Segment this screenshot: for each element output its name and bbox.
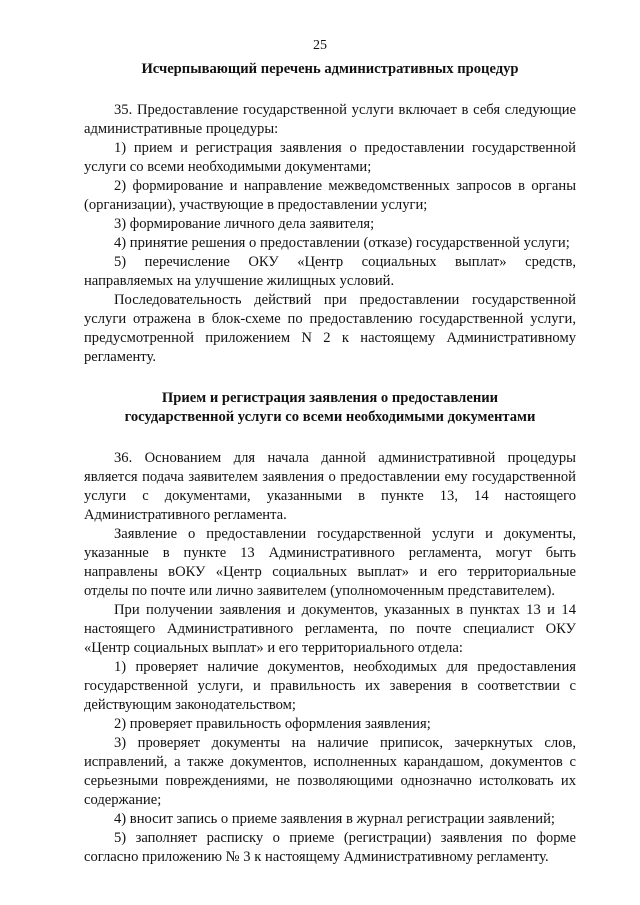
heading-line-2: государственной услуги со всеми необходимыми документами <box>124 409 536 425</box>
receipt-paragraph: При получении заявления и документов, указанных в пунктах 13 и 14 настоящего Административного регламента, по почте специалист ОКУ «Центр социальных выплат» и его территориального отдела: <box>84 602 576 656</box>
paragraph-35: 35. Предоставление государственной услуги включает в себя следующие административные процедуры: <box>84 102 576 137</box>
procedure-item: 4) принятие решения о предоставлении (отказе) государственной услуги; <box>114 235 570 251</box>
section-heading-procedures: Исчерпывающий перечень административных процедур <box>141 61 519 77</box>
procedure-item: 1) прием и регистрация заявления о предоставлении государственной услуги со всеми необходимыми документами; <box>84 140 576 175</box>
page-number: 25 <box>313 38 327 53</box>
procedure-item: 3) формирование личного дела заявителя; <box>114 216 375 232</box>
sequence-paragraph: Последовательность действий при предоставлении государственной услуги отражена в блок-схеме по предоставлению государственной услуги, предусмотренной приложением N 2 к настоящему Административному регламенту. <box>84 292 576 365</box>
procedure-item: 5) перечисление ОКУ «Центр социальных выплат» средств, направляемых на улучшение жилищных условий. <box>84 254 576 289</box>
check-item: 1) проверяет наличие документов, необходимых для предоставления государственной услуги, и правильность их заверения в соответствии с действующим законодательством; <box>84 659 576 713</box>
section-heading-reception <box>84 389 576 427</box>
check-item: 5) заполняет расписку о приеме (регистрации) заявления по форме согласно приложению № 3 к настоящему Административному регламенту. <box>84 830 576 865</box>
page-content <box>84 60 576 867</box>
application-paragraph: Заявление о предоставлении государственной услуги и документы, указанные в пункте 13 Административного регламента, могут быть направлены вОКУ «Центр социальных выплат» и его территориальные отделы по почте или лично заявителем (уполномоченным представителем). <box>84 526 576 599</box>
check-item: 4) вносит запись о приеме заявления в журнал регистрации заявлений; <box>114 811 555 827</box>
paragraph-36: 36. Основанием для начала данной административной процедуры является подача заявителем заявления о предоставлении ему государственной услуги с документами, указанными в пункте 13, 14 настоящего Административного регламента. <box>84 450 576 523</box>
check-item: 2) проверяет правильность оформления заявления; <box>114 716 431 732</box>
check-item: 3) проверяет документы на наличие приписок, зачеркнутых слов, исправлений, а также документов, исполненных карандашом, документов с серьезными повреждениями, не позволяющими однозначно истолковать их содержание; <box>84 735 576 808</box>
heading-line-1: Прием и регистрация заявления о предоставлении <box>161 390 499 406</box>
procedure-item: 2) формирование и направление межведомственных запросов в органы (организации), участвующие в предоставлении услуги; <box>84 178 576 213</box>
